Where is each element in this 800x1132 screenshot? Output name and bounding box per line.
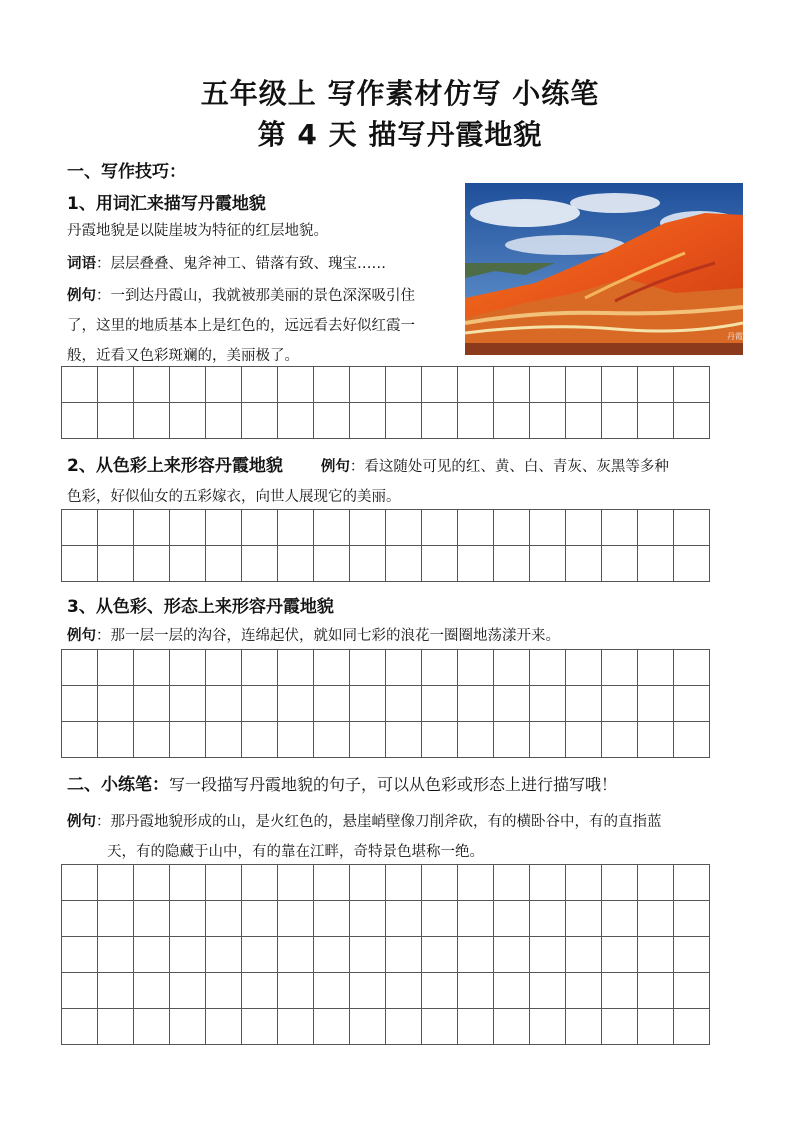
grid-row: [62, 403, 710, 439]
grid-cell[interactable]: [314, 901, 350, 937]
grid-cell[interactable]: [98, 403, 134, 439]
grid-cell[interactable]: [422, 650, 458, 686]
grid-cell[interactable]: [134, 937, 170, 973]
grid-cell[interactable]: [566, 546, 602, 582]
grid-cell[interactable]: [674, 546, 710, 582]
grid-cell[interactable]: [674, 686, 710, 722]
sub1-heading: 1、用词汇来描写丹霞地貌: [67, 194, 266, 214]
grid-cell[interactable]: [674, 1009, 710, 1045]
grid-cell[interactable]: [242, 901, 278, 937]
grid-cell[interactable]: [494, 403, 530, 439]
grid-cell[interactable]: [314, 367, 350, 403]
writing-grid-4[interactable]: [61, 864, 710, 1045]
grid-row: [62, 901, 710, 937]
grid-cell[interactable]: [602, 1009, 638, 1045]
grid-cell[interactable]: [386, 973, 422, 1009]
grid-cell[interactable]: [278, 722, 314, 758]
grid-cell[interactable]: [566, 973, 602, 1009]
grid-row: [62, 1009, 710, 1045]
sub1-vocab: [67, 249, 386, 279]
photo-watermark: 丹霞: [727, 332, 743, 341]
grid-cell[interactable]: [314, 510, 350, 546]
grid-cell[interactable]: [206, 546, 242, 582]
grid-cell[interactable]: [314, 865, 350, 901]
grid-cell[interactable]: [422, 865, 458, 901]
grid-cell[interactable]: [170, 901, 206, 937]
grid-cell[interactable]: [98, 1009, 134, 1045]
grid-cell[interactable]: [530, 546, 566, 582]
section2-example: [67, 807, 662, 867]
example-line: 了，这里的地质基本上是红色的，远远看去好似红霞一: [67, 318, 415, 334]
grid-cell[interactable]: [314, 686, 350, 722]
grid-cell[interactable]: [602, 937, 638, 973]
grid-cell[interactable]: [98, 722, 134, 758]
grid-cell[interactable]: [134, 367, 170, 403]
grid-cell[interactable]: [278, 937, 314, 973]
grid-cell[interactable]: [62, 937, 98, 973]
grid-cell[interactable]: [566, 865, 602, 901]
grid-cell[interactable]: [278, 973, 314, 1009]
grid-cell[interactable]: [530, 722, 566, 758]
grid-cell[interactable]: [386, 367, 422, 403]
example-line: ：一到达丹霞山，我就被那美丽的景色深深吸引住: [96, 288, 415, 304]
grid-cell[interactable]: [638, 403, 674, 439]
grid-cell[interactable]: [350, 546, 386, 582]
grid-cell[interactable]: [206, 367, 242, 403]
grid-cell[interactable]: [566, 403, 602, 439]
grid-cell[interactable]: [278, 367, 314, 403]
grid-cell[interactable]: [638, 650, 674, 686]
grid-row: [62, 367, 710, 403]
example-line: ：那一层一层的沟谷，连绵起伏，就如同七彩的浪花一圈圈地荡漾开来。: [96, 628, 560, 644]
grid-cell[interactable]: [530, 865, 566, 901]
grid-cell[interactable]: [350, 650, 386, 686]
grid-cell[interactable]: [350, 937, 386, 973]
grid-cell[interactable]: [314, 722, 350, 758]
grid-cell[interactable]: [566, 686, 602, 722]
section2-title: [67, 770, 617, 795]
grid-cell[interactable]: [242, 973, 278, 1009]
grid-cell[interactable]: [530, 650, 566, 686]
grid-cell[interactable]: [206, 650, 242, 686]
grid-cell[interactable]: [602, 722, 638, 758]
grid-row: [62, 722, 710, 758]
grid-cell[interactable]: [134, 901, 170, 937]
grid-cell[interactable]: [494, 546, 530, 582]
grid-row: [62, 686, 710, 722]
example-label: 例句: [67, 288, 96, 304]
grid-cell[interactable]: [494, 973, 530, 1009]
grid-cell[interactable]: [386, 937, 422, 973]
grid-cell[interactable]: [638, 865, 674, 901]
example-line: ：那丹霞地貌形成的山，是火红色的，悬崖峭壁像刀削斧砍，有的横卧谷中，有的直指蓝: [96, 814, 662, 830]
grid-cell[interactable]: [314, 1009, 350, 1045]
grid-cell[interactable]: [134, 1009, 170, 1045]
grid-cell[interactable]: [674, 865, 710, 901]
grid-cell[interactable]: [242, 865, 278, 901]
grid-cell[interactable]: [134, 650, 170, 686]
grid-cell[interactable]: [314, 403, 350, 439]
grid-cell[interactable]: [386, 510, 422, 546]
grid-cell[interactable]: [278, 901, 314, 937]
grid-cell[interactable]: [242, 1009, 278, 1045]
grid-row: [62, 510, 710, 546]
example-label: 例句: [67, 814, 96, 830]
grid-cell[interactable]: [494, 650, 530, 686]
grid-cell[interactable]: [638, 1009, 674, 1045]
grid-cell[interactable]: [458, 367, 494, 403]
grid-cell[interactable]: [422, 973, 458, 1009]
grid-cell[interactable]: [386, 546, 422, 582]
grid-cell[interactable]: [206, 510, 242, 546]
grid-cell[interactable]: [206, 865, 242, 901]
writing-grid-3[interactable]: [61, 649, 710, 758]
grid-cell[interactable]: [638, 901, 674, 937]
grid-cell[interactable]: [170, 686, 206, 722]
grid-cell[interactable]: [98, 367, 134, 403]
sub3-heading: 3、从色彩、形态上来形容丹霞地貌: [67, 597, 334, 617]
grid-cell[interactable]: [674, 901, 710, 937]
grid-cell[interactable]: [638, 510, 674, 546]
sub1-definition: 丹霞地貌是以陡崖坡为特征的红层地貌。: [67, 223, 328, 239]
grid-cell[interactable]: [566, 367, 602, 403]
grid-cell[interactable]: [242, 650, 278, 686]
grid-cell[interactable]: [638, 937, 674, 973]
grid-cell[interactable]: [494, 937, 530, 973]
grid-cell[interactable]: [242, 510, 278, 546]
grid-cell[interactable]: [674, 403, 710, 439]
grid-cell[interactable]: [242, 367, 278, 403]
grid-cell[interactable]: [602, 973, 638, 1009]
grid-cell[interactable]: [134, 510, 170, 546]
grid-cell[interactable]: [278, 686, 314, 722]
grid-cell[interactable]: [98, 973, 134, 1009]
grid-cell[interactable]: [62, 403, 98, 439]
grid-cell[interactable]: [62, 510, 98, 546]
grid-cell[interactable]: [566, 1009, 602, 1045]
grid-cell[interactable]: [170, 510, 206, 546]
grid-cell[interactable]: [422, 403, 458, 439]
example-line: 天，有的隐藏于山中，有的靠在江畔，奇特景色堪称一绝。: [107, 844, 484, 860]
grid-cell[interactable]: [62, 546, 98, 582]
grid-cell[interactable]: [350, 367, 386, 403]
grid-cell[interactable]: [602, 510, 638, 546]
grid-cell[interactable]: [386, 686, 422, 722]
grid-cell[interactable]: [674, 367, 710, 403]
grid-cell[interactable]: [458, 403, 494, 439]
grid-cell[interactable]: [566, 722, 602, 758]
grid-cell[interactable]: [530, 901, 566, 937]
grid-cell[interactable]: [278, 510, 314, 546]
grid-cell[interactable]: [98, 510, 134, 546]
grid-cell[interactable]: [458, 937, 494, 973]
grid-cell[interactable]: [242, 722, 278, 758]
grid-cell[interactable]: [134, 722, 170, 758]
grid-cell[interactable]: [638, 722, 674, 758]
grid-cell[interactable]: [530, 937, 566, 973]
grid-cell[interactable]: [602, 367, 638, 403]
grid-cell[interactable]: [278, 403, 314, 439]
grid-cell[interactable]: [350, 403, 386, 439]
grid-cell[interactable]: [170, 937, 206, 973]
grid-cell[interactable]: [206, 973, 242, 1009]
example-line: 色彩，好似仙女的五彩嫁衣，向世人展现它的美丽。: [67, 489, 401, 505]
grid-row: [62, 650, 710, 686]
writing-grid-1[interactable]: [61, 366, 710, 439]
grid-cell[interactable]: [62, 367, 98, 403]
grid-row: [62, 865, 710, 901]
grid-cell[interactable]: [530, 973, 566, 1009]
grid-cell[interactable]: [134, 973, 170, 1009]
grid-cell[interactable]: [458, 546, 494, 582]
grid-cell[interactable]: [494, 510, 530, 546]
grid-cell[interactable]: [566, 937, 602, 973]
grid-cell[interactable]: [530, 367, 566, 403]
grid-cell[interactable]: [206, 403, 242, 439]
section2-task: 写一段描写丹霞地貌的句子，可以从色彩或形态上进行描写哦！: [169, 775, 618, 794]
section2-heading: 二、小练笔：: [67, 775, 169, 795]
grid-cell[interactable]: [98, 650, 134, 686]
grid-cell[interactable]: [494, 865, 530, 901]
grid-cell[interactable]: [566, 650, 602, 686]
grid-cell[interactable]: [530, 403, 566, 439]
grid-cell[interactable]: [422, 686, 458, 722]
grid-cell[interactable]: [242, 403, 278, 439]
grid-cell[interactable]: [170, 546, 206, 582]
grid-row: [62, 937, 710, 973]
vocab-label: 词语: [67, 256, 96, 272]
grid-cell[interactable]: [134, 865, 170, 901]
grid-cell[interactable]: [674, 973, 710, 1009]
grid-cell[interactable]: [458, 510, 494, 546]
grid-row: [62, 546, 710, 582]
grid-cell[interactable]: [170, 367, 206, 403]
grid-cell[interactable]: [422, 1009, 458, 1045]
grid-cell[interactable]: [170, 722, 206, 758]
grid-cell[interactable]: [62, 650, 98, 686]
grid-cell[interactable]: [350, 865, 386, 901]
grid-cell[interactable]: [458, 650, 494, 686]
grid-cell[interactable]: [674, 650, 710, 686]
grid-cell[interactable]: [458, 1009, 494, 1045]
writing-grid-2[interactable]: [61, 509, 710, 582]
grid-cell[interactable]: [98, 686, 134, 722]
grid-cell[interactable]: [386, 722, 422, 758]
grid-cell[interactable]: [242, 546, 278, 582]
grid-cell[interactable]: [170, 403, 206, 439]
grid-cell[interactable]: [314, 973, 350, 1009]
grid-cell[interactable]: [278, 865, 314, 901]
grid-cell[interactable]: [170, 1009, 206, 1045]
grid-cell[interactable]: [350, 973, 386, 1009]
grid-cell[interactable]: [170, 973, 206, 1009]
grid-cell[interactable]: [638, 686, 674, 722]
grid-cell[interactable]: [638, 546, 674, 582]
grid-cell[interactable]: [98, 901, 134, 937]
example-line: ：看这随处可见的红、黄、白、青灰、灰黑等多种: [349, 459, 669, 475]
page-title: 五年级上 写作素材仿写 小练笔: [200, 77, 600, 110]
grid-cell[interactable]: [62, 686, 98, 722]
grid-cell[interactable]: [602, 403, 638, 439]
grid-cell[interactable]: [638, 973, 674, 1009]
grid-cell[interactable]: [458, 865, 494, 901]
grid-cell[interactable]: [98, 937, 134, 973]
grid-cell[interactable]: [674, 510, 710, 546]
grid-cell[interactable]: [62, 973, 98, 1009]
grid-cell[interactable]: [458, 722, 494, 758]
grid-cell[interactable]: [422, 510, 458, 546]
grid-cell[interactable]: [674, 722, 710, 758]
grid-cell[interactable]: [98, 546, 134, 582]
grid-cell[interactable]: [134, 546, 170, 582]
grid-cell[interactable]: [350, 901, 386, 937]
grid-cell[interactable]: [134, 686, 170, 722]
grid-cell[interactable]: [62, 901, 98, 937]
grid-cell[interactable]: [242, 937, 278, 973]
grid-cell[interactable]: [602, 901, 638, 937]
grid-cell[interactable]: [530, 686, 566, 722]
grid-cell[interactable]: [170, 650, 206, 686]
page-subtitle: 第 4 天 描写丹霞地貌: [257, 118, 543, 151]
grid-cell[interactable]: [386, 901, 422, 937]
grid-cell[interactable]: [242, 686, 278, 722]
grid-cell[interactable]: [350, 722, 386, 758]
grid-cell[interactable]: [314, 546, 350, 582]
grid-cell[interactable]: [206, 901, 242, 937]
example-line: 般，近看又色彩斑斓的，美丽极了。: [67, 348, 299, 364]
grid-cell[interactable]: [530, 1009, 566, 1045]
vocab-text: ：层层叠叠、鬼斧神工、错落有致、瑰宝……: [96, 256, 386, 272]
grid-cell[interactable]: [674, 937, 710, 973]
grid-cell[interactable]: [62, 722, 98, 758]
danxia-landscape-photo: [465, 183, 743, 355]
grid-cell[interactable]: [278, 546, 314, 582]
grid-cell[interactable]: [602, 865, 638, 901]
grid-cell[interactable]: [98, 865, 134, 901]
sub2-heading: 2、从色彩上来形容丹霞地貌: [67, 456, 283, 476]
grid-cell[interactable]: [278, 1009, 314, 1045]
grid-cell[interactable]: [422, 937, 458, 973]
grid-cell[interactable]: [386, 403, 422, 439]
grid-cell[interactable]: [422, 901, 458, 937]
grid-cell[interactable]: [422, 722, 458, 758]
example-label: 例句: [67, 628, 96, 644]
grid-cell[interactable]: [494, 1009, 530, 1045]
section1-heading: 一、写作技巧：: [67, 162, 186, 182]
grid-cell[interactable]: [350, 1009, 386, 1045]
grid-cell[interactable]: [206, 1009, 242, 1045]
grid-cell[interactable]: [458, 901, 494, 937]
grid-cell[interactable]: [386, 865, 422, 901]
grid-cell[interactable]: [170, 865, 206, 901]
grid-cell[interactable]: [638, 367, 674, 403]
grid-cell[interactable]: [62, 865, 98, 901]
example-label: 例句: [320, 459, 350, 475]
grid-cell[interactable]: [458, 973, 494, 1009]
grid-cell[interactable]: [602, 686, 638, 722]
grid-cell[interactable]: [458, 686, 494, 722]
grid-cell[interactable]: [494, 367, 530, 403]
grid-cell[interactable]: [602, 650, 638, 686]
grid-cell[interactable]: [602, 546, 638, 582]
grid-cell[interactable]: [566, 901, 602, 937]
sub3-example: [67, 621, 560, 651]
grid-cell[interactable]: [350, 510, 386, 546]
grid-row: [62, 973, 710, 1009]
grid-cell[interactable]: [422, 367, 458, 403]
grid-cell[interactable]: [314, 650, 350, 686]
grid-cell[interactable]: [206, 937, 242, 973]
grid-cell[interactable]: [494, 901, 530, 937]
grid-cell[interactable]: [206, 722, 242, 758]
grid-cell[interactable]: [494, 686, 530, 722]
grid-cell[interactable]: [62, 1009, 98, 1045]
grid-cell[interactable]: [278, 650, 314, 686]
grid-cell[interactable]: [530, 510, 566, 546]
sub1-example: [67, 281, 467, 371]
grid-cell[interactable]: [134, 403, 170, 439]
grid-cell[interactable]: [386, 1009, 422, 1045]
sub2-line1: [67, 451, 669, 482]
grid-cell[interactable]: [566, 510, 602, 546]
grid-cell[interactable]: [386, 650, 422, 686]
grid-cell[interactable]: [314, 937, 350, 973]
grid-cell[interactable]: [206, 686, 242, 722]
grid-cell[interactable]: [422, 546, 458, 582]
grid-cell[interactable]: [350, 686, 386, 722]
grid-cell[interactable]: [494, 722, 530, 758]
